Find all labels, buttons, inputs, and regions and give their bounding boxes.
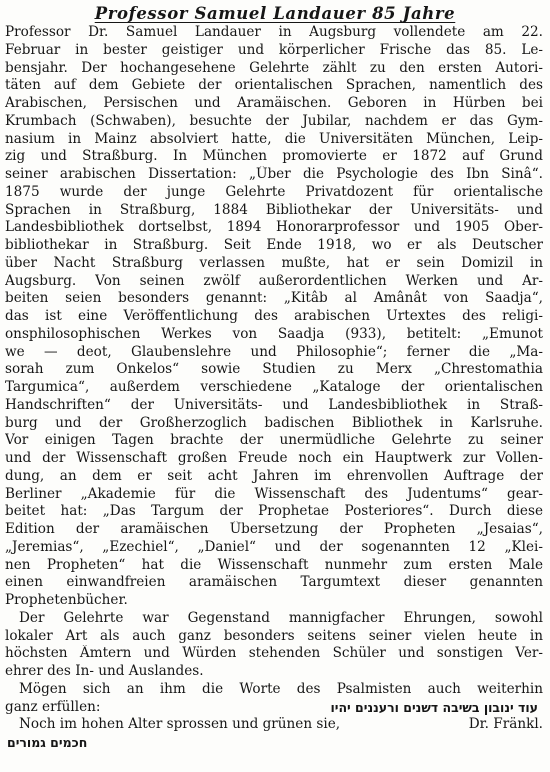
article-line: Noch im hohen Alter sprossen und grünen sie, [19,716,341,733]
article-line: nen Propheten“ hat die Wissenschaft nunmehr zum ersten Male [5,556,543,573]
article-line: nasium in Mainz absolviert hatte, die Universitäten München, Leip- [5,130,543,147]
article-line: bibliothekar in Straßburg. Seit Ende 1918, wo er als Deutscher [5,237,543,253]
article-line: täten auf dem Gebiete der orientalischen Sprachen, namentlich des [5,77,543,94]
article-line: Landesbibliothek dortselbst, 1894 Honorarprofessor und 1905 Ober- [5,219,543,236]
article-line: Professor Dr. Samuel Landauer in Augsburg vollendete am 22. [5,24,543,40]
hebrew-verse: עוד ינובון בשיבה דשנים ורעננים יהיו [330,699,538,715]
article-line: onsphilosophischen Werkes von Saadja (933), betitelt: „Emunot [5,325,543,342]
article-line: Vor einigen Tagen brachte der unermüdliche Gelehrte zu seiner [5,432,543,449]
hebrew-closing: חכמים גמורים [7,735,88,750]
article-line: zig und Straßburg. In München promovierte er 1872 auf Grund [5,148,543,165]
article-line: und der Wissenschaft großen Freude noch ein Hauptwerk zur Vollen- [5,450,543,466]
article-line: beiten seien besonders genannt: „Kitâb al Amânât von Saadja“, [5,290,543,307]
article-line: Krumbach (Schwaben), besuchte der Jubilar, nachdem er das Gym- [5,112,543,129]
article-line: lokaler Art als auch ganz besonders seitens seiner vielen heute in [5,627,543,644]
article-line: Arabischen, Persischen und Aramäischen. Geboren in Hürben bei [5,95,543,111]
article-line: einen einwandfreien aramäischen Targumtext dieser genannten [5,574,543,591]
article-line: Prophetenbücher. [5,592,128,608]
article-line: bensjahr. Der hochangesehene Gelehrte zählt zu den ersten Autori- [5,59,543,76]
article-line: Handschriften“ der Universitäts- und Landesbibliothek in Straß- [5,396,543,413]
article-line: „Jeremias“, „Ezechiel“, „Daniel“ und der sogenannten 12 „Klei- [5,538,543,555]
article-line: sorah zum Onkelos“ sowie Studien zu Merx „Chrestomathia [5,361,543,378]
article-line: Edition der aramäischen Übersetzung der Propheten „Jesaias“, [5,521,543,537]
article-line: seiner arabischen Dissertation: „Über die Psychologie des Ibn Sinâ“. [5,166,543,182]
article-line: über Nacht Straßburg verlassen mußte, hat er sein Domizil in [5,254,543,271]
article-line: dung, an dem er seit acht Jahren im ehrenvollen Auftrage der [5,467,543,484]
article-line: beitet hat: „Das Targum der Prophetae Posteriores“. Durch diese [5,503,543,520]
article-line: ganz erfüllen: [5,698,101,715]
author-signature: Dr. Fränkl. [468,716,543,733]
article-title: Professor Samuel Landauer 85 Jahre [94,4,456,23]
article-line: Berliner „Akademie für die Wissenschaft des Judentums“ gear- [5,485,543,502]
article-line: Der Gelehrte war Gegenstand mannigfacher Ehrungen, sowohl [19,609,543,626]
article-line: das ist eine Veröffentlichung des arabischen Urtextes des religi- [5,308,543,324]
article-line: 1875 wurde der junge Gelehrte Privatdozent für orientalische [5,183,543,200]
article-line: we — deot, Glaubenslehre und Philosophie“; ferner die „Ma- [5,343,543,360]
article-line: burg und der Großherzoglich badischen Bibliothek in Karlsruhe. [5,414,543,431]
article-line: Augsburg. Von seinen zwölf außerordentlichen Werken und Ar- [5,272,543,289]
article-line: Targumica“, außerdem verschiedene „Kataloge der orientalischen [5,379,543,395]
article-line: höchsten Ämtern und Würden stehenden Schüler und sonstigen Ver- [5,645,543,662]
article-line: Februar in bester geistiger und körperlicher Frische das 85. Le- [5,41,543,58]
article-line: Sprachen in Straßburg, 1884 Bibliothekar der Universitäts- und [5,201,543,218]
article-line: Mögen sich an ihm die Worte des Psalmisten auch weiterhin [19,680,543,697]
article-line: ehrer des In- und Auslandes. [5,663,204,679]
